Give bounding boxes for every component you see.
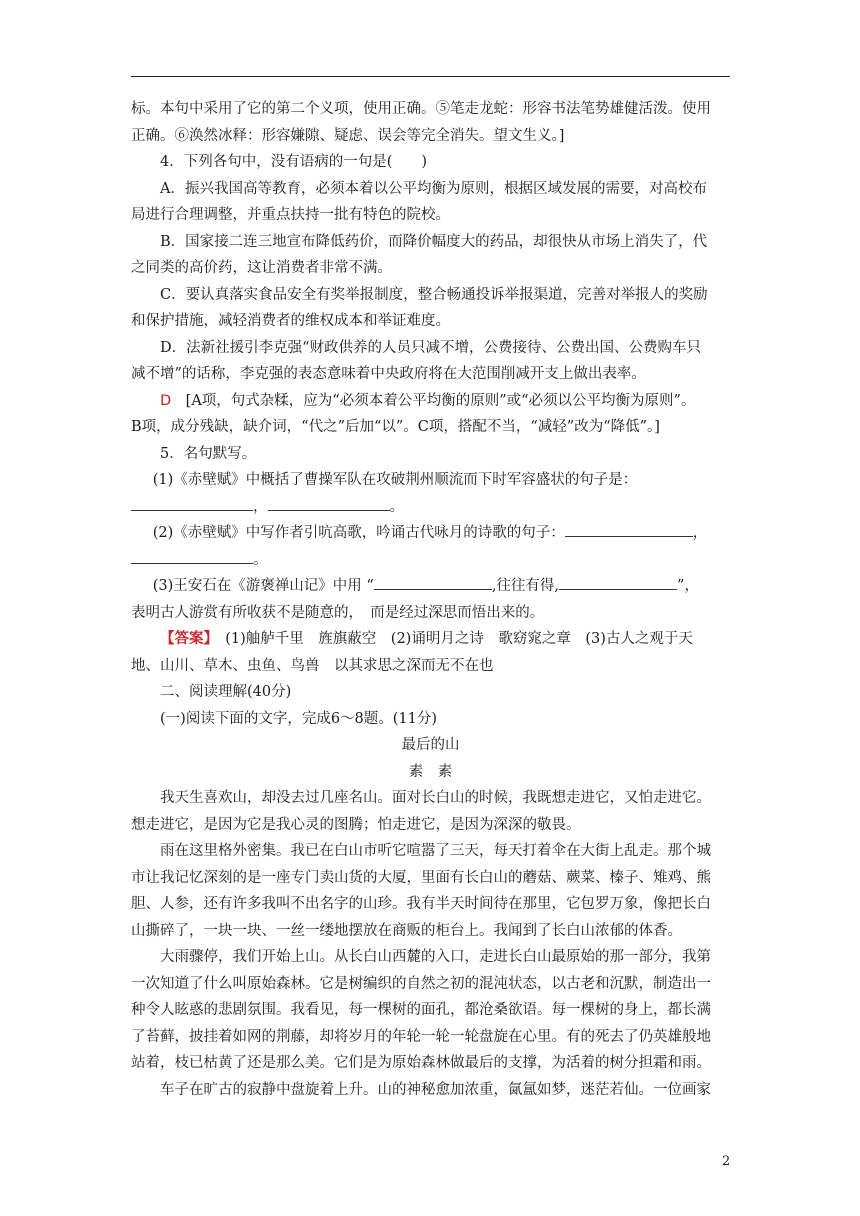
- prompt-text: ”，: [677, 578, 699, 594]
- answer-line1: [131, 626, 730, 653]
- prompt-text: ,往往有得,: [491, 578, 560, 594]
- header-rule: [131, 76, 730, 77]
- option-c-line2: 和保护措施，减轻消费者的维权成本和举证难度。: [131, 313, 450, 329]
- paragraph-3-line3: 种令人眩惑的悲剧氛围。我看见，每一棵树的面孔，都沧桑欲语。每一棵树的身上，都长满: [131, 1002, 711, 1018]
- prompt-text: (2)《赤壁赋》中写作者引吭高歌，吟诵古代咏月的诗歌的句子：: [152, 525, 565, 541]
- paragraph-4-line1: 车子在旷古的寂静中盘旋着上升。山的神秘愈加浓重，氤氲如梦，迷茫若仙。一位画家: [160, 1081, 711, 1098]
- option-b-line1: B．国家接二连三地宣布降低药价，而降价幅度大的药品，却很快从市场上消失了，代: [160, 233, 708, 250]
- answer-blank[interactable]: [559, 573, 677, 590]
- paragraph-3-line1: 大雨骤停，我们开始上山。从长白山西麓的入口，走进长白山最原始的那一部分，我第: [160, 949, 711, 965]
- option-b-line2: 之同类的高价药，这让消费者非常不满。: [131, 260, 392, 276]
- paragraph-2-line3: 胆、人参，还有许多我叫不出名字的山珍。我有半天时间待在那里，它包罗万象，像把长白: [131, 896, 711, 912]
- article-author: 素 素: [408, 763, 453, 780]
- answer-key: D: [160, 392, 172, 409]
- question-5: 5．名句默写。: [160, 445, 257, 462]
- q5-item-3: [131, 573, 730, 600]
- explanation-text: [A项，句式杂糅，应为“必须本着公平均衡的原则”或“必须以公平均衡为原则”。: [185, 392, 696, 409]
- text-line: 标。本句中采用了它的第二个义项，使用正确。⑤笔走龙蛇：形容书法笔势雄健活泼。使用: [131, 101, 711, 117]
- separator: ，: [253, 498, 268, 515]
- answer-line2: 地、山川、草木、虫鱼、鸟兽 以其求思之深而无不在也: [131, 657, 494, 674]
- paragraph-1-line2: 想走进它，是因为它是我心灵的图腾；怕走进它，是因为深深的敬畏。: [131, 816, 581, 833]
- article-title: 最后的山: [401, 737, 460, 753]
- separator: ，: [692, 525, 708, 541]
- question-4: 4．下列各句中，没有语病的一句是( ): [160, 154, 428, 170]
- prompt-text: (3)王安石在《游褒禅山记》中用 “: [152, 578, 374, 594]
- text-line: 正确。⑥涣然冰释：形容嫌隙、疑虑、误会等完全消失。望文生义。]: [131, 127, 565, 144]
- option-d-line2: 减不增”的话称，李克强的表态意味着中央政府将在大范围削减开支上做出表率。: [131, 366, 646, 382]
- answer-blank[interactable]: [268, 494, 390, 511]
- answer-blank[interactable]: [374, 573, 492, 590]
- q5-item-1-blanks: [131, 494, 730, 521]
- q5-item-1: (1)《赤壁赋》中概括了曹操军队在攻破荆州顺流而下时军容盛状的句子是：: [152, 472, 638, 488]
- option-d-line1: D．法新社援引李克强“财政供养的人员只减不增，公费接待、公费出国、公费购车只: [160, 339, 702, 356]
- page-body: [131, 96, 730, 1103]
- separator: 。: [389, 498, 404, 515]
- paragraph-2-line4: 山撕碎了，一块一块、一丝一缕地摆放在商贩的柜台上。我闻到了长白山浓郁的体香。: [131, 922, 682, 939]
- option-a-line2: 局进行合理调整，并重点扶持一批有特色的院校。: [131, 207, 450, 223]
- paragraph-3-line2: 一次知道了什么叫原始森林。它是树编织的自然之初的混沌状态，以古老和沉默，制造出一: [131, 975, 711, 992]
- paragraph-2-line2: 市让我记忆深刻的是一座专门卖山货的大厦，里面有长白山的蘑菇、蕨菜、榛子、雉鸡、熊: [131, 869, 711, 886]
- q5-item-2: [131, 520, 730, 547]
- section-2-instructions: (一)阅读下面的文字，完成6～8题。(11分): [160, 710, 438, 727]
- answer-text: (1)舳舻千里 旌旗蔽空 (2)诵明月之诗 歌窈窕之章 (3)古人之观于天: [210, 631, 693, 647]
- answer-blank[interactable]: [131, 494, 253, 511]
- answer-label: 【答案】: [160, 630, 211, 647]
- answer-blank[interactable]: [565, 520, 693, 537]
- section-2-heading: 二、阅读理解(40分): [160, 684, 292, 700]
- paragraph-3-line5: 站着，枝已枯黄了还是那么美。它们是为原始森林做最后的支撑，为活着的树分担霜和雨。: [131, 1055, 711, 1071]
- option-c-line1: C．要认真落实食品安全有奖举报制度，整合畅通投诉举报渠道，完善对举报人的奖励: [160, 286, 708, 303]
- separator: 。: [253, 551, 268, 568]
- page-number: 2: [722, 1154, 731, 1169]
- q4-explanation-line2: B项，成分残缺，缺介词，“代之”后加“以”。C项，搭配不当，“减轻”改为“降低”。]: [131, 419, 660, 435]
- paragraph-1-line1: 我天生喜欢山，却没去过几座名山。面对长白山的时候，我既想走进它，又怕走进它。: [160, 790, 711, 806]
- q5-item-2-blanks: [131, 547, 730, 574]
- option-a-line1: A．振兴我国高等教育，必须本着以公平均衡为原则，根据区域发展的需要，对高校布: [160, 180, 707, 197]
- q5-item-3-line2: 表明古人游赏有所收获不是随意的， 而是经过深思而悟出来的。: [131, 604, 545, 621]
- answer-blank[interactable]: [131, 547, 253, 564]
- paragraph-2-line1: 雨在这里格外密集。我已在白山市听它喧嚣了三天，每天打着伞在大街上乱走。那个城: [160, 843, 711, 859]
- paragraph-3-line4: 了苔藓，披挂着如网的荆藤，却将岁月的年轮一轮一轮盘旋在心里。有的死去了仍英雄般地: [131, 1028, 711, 1045]
- q4-explanation-line1: [131, 388, 730, 415]
